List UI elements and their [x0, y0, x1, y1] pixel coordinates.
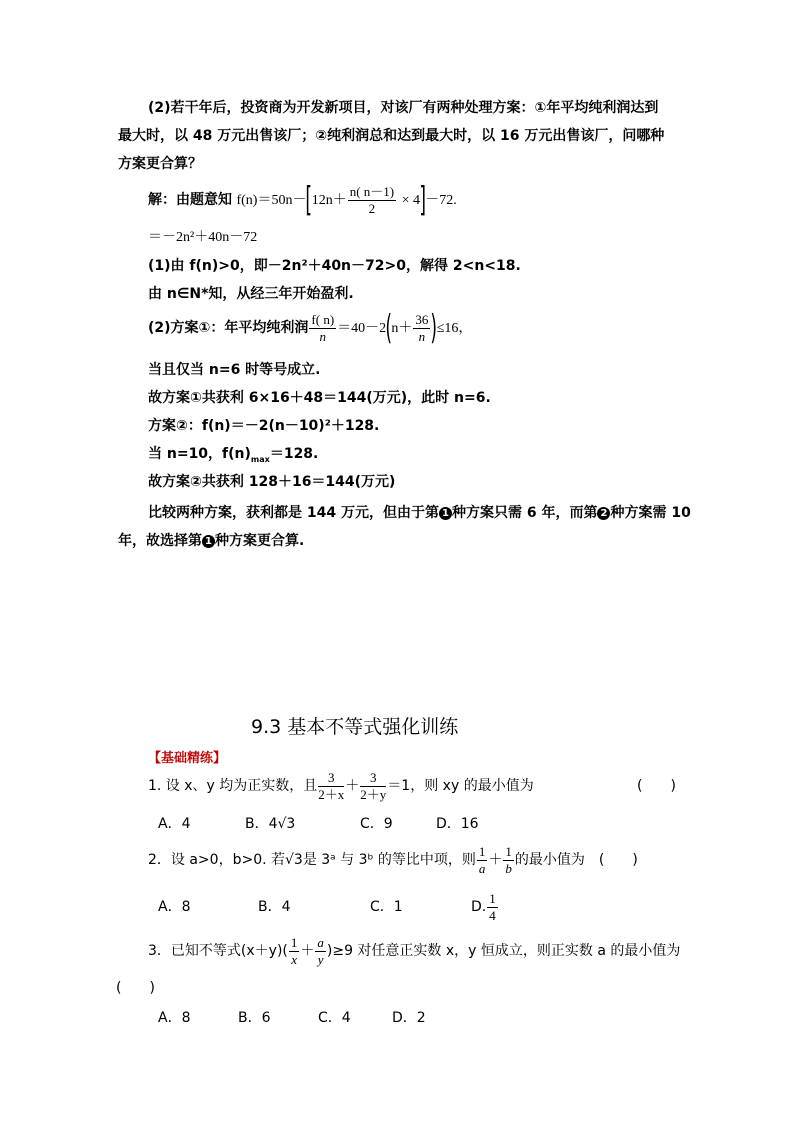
q1-answer-paren: ( ) — [637, 778, 676, 794]
fraction: $\frac{f( n)}{n}$ — [311, 311, 335, 344]
q1-option-c: C．9 — [360, 816, 393, 832]
section-tag: 【基础精练】 — [148, 751, 227, 766]
circled-1: 1 — [202, 535, 215, 548]
solution-line-11: 比较两种方案，获利都是 144 万元，但由于第 1 种方案只需 6 年，而第 2 种方案需 10 — [148, 505, 691, 521]
solution-line-7: 故方案①共获利 6×16＋48＝144(万元)，此时 n=6. — [148, 390, 491, 406]
q2-option-b: B．4 — [258, 899, 291, 915]
q2-option-a: A．8 — [158, 899, 191, 915]
fraction: $\frac{36}{n}$ — [415, 311, 429, 344]
problem-line-3: 方案更合算？ — [118, 156, 202, 172]
circled-1: 1 — [439, 507, 452, 520]
q3-option-b: B．6 — [238, 1010, 271, 1026]
solution-line-1: 解：由题意知 f(n)＝50n－[12n＋ $\frac{n( n-1)}{2}$ × 4]－72. — [148, 180, 457, 220]
q2-option-c: C．1 — [370, 899, 403, 915]
circled-2: 2 — [597, 507, 610, 520]
left-bracket: [ — [305, 180, 313, 220]
solution-line-3: (1)由 f(n)>0，即－2n²＋40n－72>0，解得 2<n<18. — [148, 258, 521, 274]
q1-option-a: A．4 — [158, 816, 191, 832]
right-bracket: ] — [419, 180, 426, 220]
q3-option-d: D．2 — [392, 1010, 426, 1026]
solution-line-5: (2)方案①：年平均纯利润 $\frac{f( n)}{n}$ ＝40－2(n＋ $\frac{36}{n}$ )≤16， — [148, 308, 473, 348]
solution-line-6: 当且仅当 n=6 时等号成立. — [148, 362, 321, 378]
solution-line-2: ＝－2n²＋40n－72 — [148, 230, 258, 245]
q2-option-d: D. $\frac{1}{4}$ — [471, 890, 496, 923]
solution-line-9: 当 n=10，$f(n)_{max}=128$. — [148, 446, 319, 464]
q1-option-b: B．4√3 — [245, 816, 296, 832]
question-3: 3．已知不等式(x＋y)( $\frac{1}{x}$ ＋ $\frac{a}{y}$ )≥9 对任意正实数 x，y 恒成立，则正实数 a 的最小值为 — [148, 934, 681, 967]
solution-line-4: 由 n∈N*知，从经三年开始盈利. — [148, 286, 354, 302]
left-paren: ( — [385, 308, 393, 348]
q1-option-d: D．16 — [436, 816, 479, 832]
q3-option-c: C．4 — [318, 1010, 351, 1026]
question-1: 1. 设 x、y 均为正实数，且 $\frac{3}{2+x}$ ＋ $\frac{3}{2+y}$ ＝1，则 xy 的最小值为 — [148, 769, 534, 802]
solution-line-10: 故方案②共获利 128＋16＝144(万元) — [148, 474, 396, 490]
solution-line-12: 年，故选择第 1 种方案更合算. — [118, 533, 305, 549]
solution-line-8: 方案②：f(n)＝－2(n－10)²＋128. — [148, 418, 380, 434]
section-title: 9.3 基本不等式强化训练 — [251, 716, 459, 738]
q3-option-a: A．8 — [158, 1010, 191, 1026]
q3-answer-paren: ( ) — [116, 980, 155, 996]
question-2: 2．设 a>0，b>0. 若√3是 3ᵃ 与 3ᵇ 的等比中项，则 $\frac{1}{a}$ ＋ $\frac{1}{b}$ 的最小值为 ( ) — [148, 843, 638, 876]
problem-line-2: 最大时，以 48 万元出售该厂；②纯利润总和达到最大时，以 16 万元出售该厂，问哪种 — [118, 128, 665, 144]
right-paren: ) — [430, 308, 438, 348]
fraction: $\frac{n( n-1)}{2}$ — [349, 183, 395, 216]
problem-line-1: (2)若干年后，投资商为开发新项目，对该厂有两种处理方案：①年平均纯利润达到 — [148, 100, 659, 116]
